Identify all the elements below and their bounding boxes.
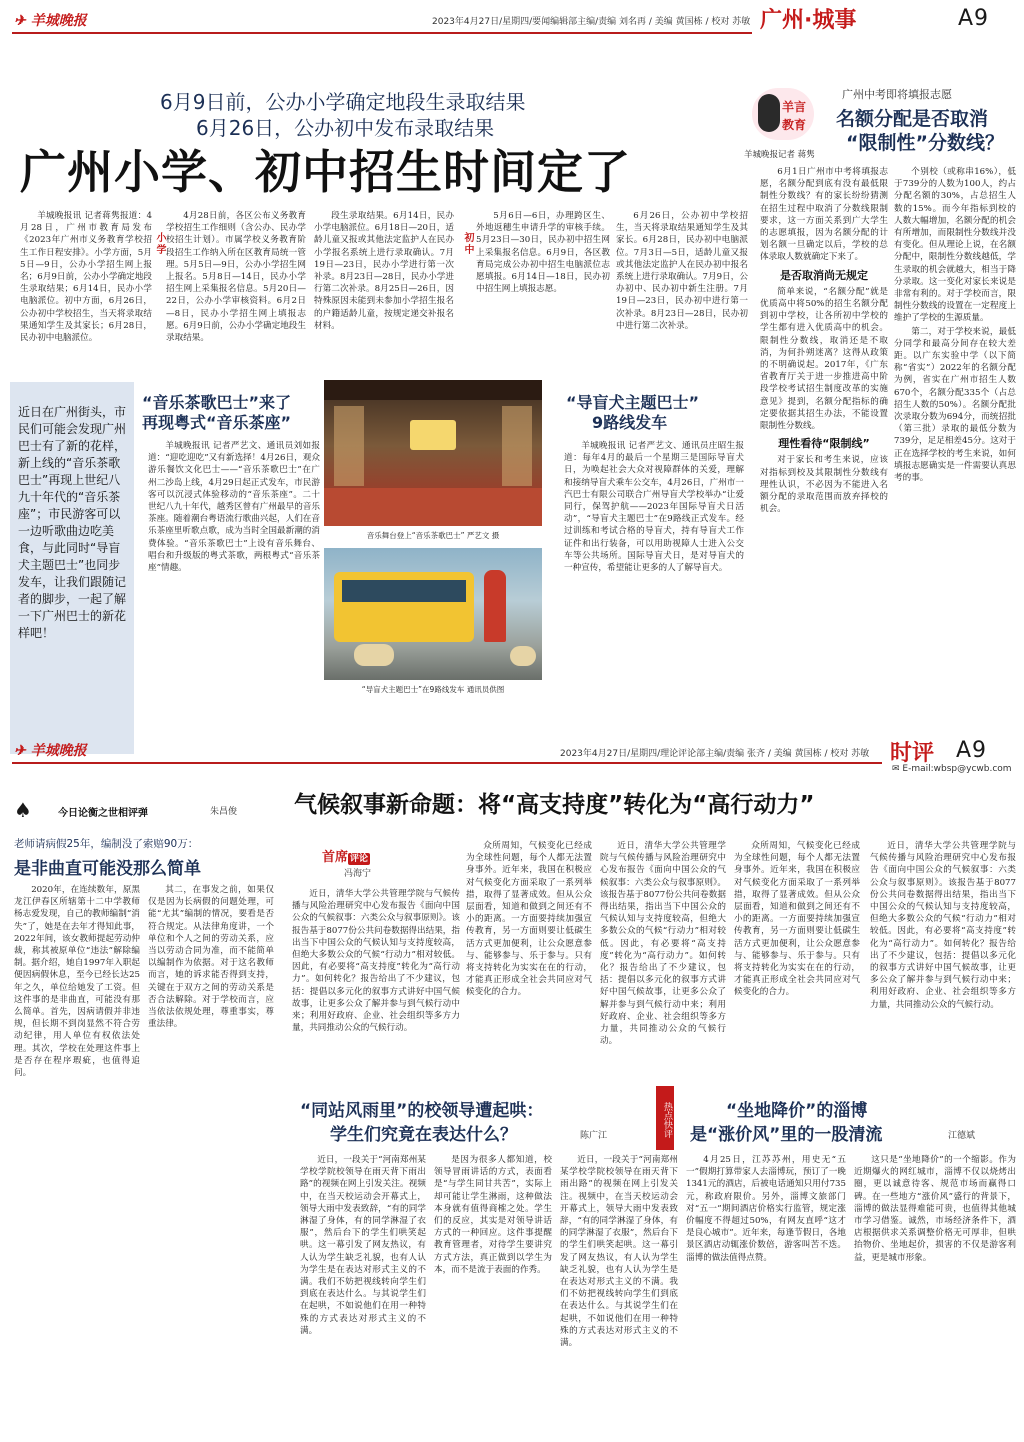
teacher-col-2: [148, 884, 274, 1434]
teacher-kicker: 今日论衡之世相评弹: [58, 808, 148, 819]
bus2-title-2: 9路线发车: [592, 413, 668, 432]
climate-col-3-text: 近日，清华大学公共管理学院与气候传播与风险治理研究中心发布报告《面向中国公众的气候叙事：六类公众与叙事原则》。该报告基于8077份公共问卷数据得出结果，指出当下中国公众的气候认知与支持度较高，但绝大多数公众的气候“行动力”相对较低。因此，有必要将“高支持度”转化为“高行动力”。如何转化？报告给出了不少建议，包括：提倡以多元化的叙事方式讲好中国气候故事，让更多公众了解并参与到气候行动中来；利用好政府、企业、社会组织等多方力量，共同推动公众的气候行动。: [600, 841, 726, 1047]
lead-col-1-text: 羊城晚报讯 记者蒋隽报道：4月28日，广州市教育局发布《2023年广州市义务教育学校招生工作日程安排》。小学方面，5月5日—9日，公办小学招生网上报名；6月9日前，公办小学确定地段生录取结果；6月14日，民办小学电脑派位。初中方面，6月26日，公办初中学校招生，当天将录取结果通知学生及其家长；6月28日，民办初中电脑派位。: [20, 211, 152, 344]
lead-col-5-text: 6月26日，公办初中学校招生，当天将录取结果通知学生及其家长。6月28日，民办初中电脑派位。7月3日—5日，适龄儿童又报或其他法定监护人在民办初中报名系统上进行录取确认。7月9日，公办初中、民办初中新生注册。7月19日—23日，民办初中进行第一次补录。8月23日—28日，民办初中进行第二次补录。: [616, 211, 748, 331]
zhongkao-sub-2: 理性看待“限制线”: [778, 437, 870, 451]
zhongkao-col-2-text: 个别校（或称串16%），低于739分的人数为100人，约占分配名额的30%，占总招生人数的15%。而今年指标到校的人数大幅增加，名额分配的机会有所增加，而限制性分数线并没有变化。但从理论上说，在名额分配中，限制性分数线越低，学生录取的机会就越大，相当于降分录取。这一变化对家长来说是非常有利的。对于学校而言，限制性分数线的设置在一定程度上维护了学校的生源质量。: [894, 167, 1016, 324]
bus-window-shape: [342, 580, 466, 602]
school-col-2: [434, 1154, 552, 1434]
intro-box-text: 近日在广州街头，市民们可能会发现广州巴士有了新的花样，新上线的“音乐茶歌巴士”再现上世纪八九十年代的“音乐茶座”；市民游客可以一边听歌曲边吃美食，与此同时“导盲犬主题巴士”也同步发车，让我们跟随记者的脚步，一起了解一下广州巴士的新花样吧！: [18, 405, 127, 640]
page-meta-2: 2023年4月27日/星期四/理论评论部主编/责编 张齐 / 美编 黄国栋 / 校对 苏敏: [560, 749, 870, 759]
teacher-col-1-text: 2020年，在连续数年，原黑龙江伊春区所辖第十二中学教师杨志爱发现，自己的教师编制“消失”了，她是在去年才得知此事，2022年间，该女教师提起劳动仲裁，称其被原单位“违法”解除编制。据介绍，她自1997年入职起便因病假休息，至今已经长达25年之久，单位给她发了工资。但这件事的是非曲直，可能没有那么简单。首先，因病请假并非违规，但长期不到岗显然不符合劳动纪律，用人单位有权依法处理。其次，学校在处理这件事上是否存在程序瑕疵，也值得追问。: [14, 885, 140, 1079]
hot-take-badge: 热点快评: [656, 1086, 674, 1150]
page-number-2: A9: [956, 738, 988, 763]
zibo-col-2: [854, 1154, 1016, 1434]
photo-bus-interior-caption: 音乐舞台登上“音乐茶歌巴士” 严艺文 摄: [366, 531, 500, 540]
climate-badge-1: 首席: [322, 850, 349, 865]
climate-col-1-text: 近日，清华大学公共管理学院与气候传播与风险治理研究中心发布报告《面向中国公众的气候叙事：六类公众与叙事原则》。该报告基于8077份公共问卷数据得出结果，指出当下中国公众的气候认知与支持度较高，但绝大多数公众的气候“行动力”相对较低。因此，有必要将“高支持度”转化为“高行动力”。如何转化？报告给出了不少建议，包括：提倡以多元化的叙事方式讲好中国气候故事，让更多公众了解并参与到气候行动中来；利用好政府、企业、社会组织等多方力量，共同推动公众的气候行动。: [292, 889, 460, 1034]
teacher-author: 朱昌俊: [210, 807, 238, 817]
zibo-title-2: 是“涨价风”里的一股清流: [690, 1125, 883, 1145]
window-left: [334, 406, 364, 486]
zhongkao-col-2: [894, 166, 1016, 756]
mail-icon: ✉: [892, 764, 900, 774]
stage-screen: [410, 420, 456, 450]
bus1-body: [148, 440, 320, 760]
lead-col-5: [616, 210, 748, 370]
photo-bus-interior: [324, 380, 542, 526]
zhongkao-kicker: 广州中考即将填报志愿: [842, 88, 952, 101]
window-right: [502, 406, 532, 486]
lead-col-2: [166, 210, 306, 370]
teacher-col-2-text: 其二，在事发之前，如果仅仅是因为长病假的问题处理，可能“尤其”编制的情况，要看是否符合规定。从法律角度讲，一个单位和个人之间的劳动关系，应当以劳动合同为准，而不能简单以编制作为依据。对于这名教师而言，她的诉求能否得到支持，关键在于双方之间的劳动关系是否合法解除。对于学校而言，应当依法依规处理，尊重事实，尊重法律。: [148, 885, 274, 1030]
zibo-col-2-text: 这只是“坐地降价”的一个缩影。作为近期爆火的网红城市，淄博不仅以烧烤出圈，更以诚意待客、规范市场而赢得口碑。在一些地方“涨价风”盛行的背景下，淄博的做法显得难能可贵，也值得其他城市学习借鉴。诚然，市场经济条件下，酒店根据供求关系调整价格无可厚非，但哄抬物价、坐地起价，损害的不仅是游客利益，更是城市形象。: [854, 1155, 1016, 1263]
label-junior: 初中: [462, 232, 473, 256]
zibo-author: 江德斌: [948, 1131, 976, 1141]
climate-col-4: [734, 840, 860, 1066]
school-author: 陈广江: [580, 1131, 608, 1141]
climate-col-4-text: 众所周知，气候变化已经成为全球性问题，每个人都无法置身事外。近年来，我国在积极应对气候变化方面采取了一系列举措，取得了显著成效。但从公众层面看，知道和做到之间还有不小的距离。一方面要持续加强宣传教育，另一方面则要让低碳生活方式更加便利，让公众愿意参与、能够参与、乐于参与。只有将支持转化为实实在在的行动，才能真正形成全社会共同应对气候变化的合力。: [734, 841, 860, 998]
zhongkao-col-1c-text: 对于家长和考生来说，应该对指标到校及其限制性分数线有理性认识，不必因为不能进入名额分配的录取范围而放弃择校的机会。: [760, 455, 888, 515]
climate-col-5-text: 近日，清华大学公共管理学院与气候传播与风险治理研究中心发布报告《面向中国公众的气候叙事：六类公众与叙事原则》。该报告基于8077份公共问卷数据得出结果，指出当下中国公众的气候认知与支持度较高，但绝大多数公众的气候“行动力”相对较低。因此，有必要将“高支持度”转化为“高行动力”。如何转化？报告给出了不少建议，包括：提倡以多元化的叙事方式讲好中国气候故事，让更多公众了解并参与到气候行动中来；利用好政府、企业、社会组织等多方力量，共同推动公众的气候行动。: [870, 841, 1016, 1010]
edu-badge-bottom: 教育: [782, 118, 807, 132]
teacher-deck: 老师请病假25年，编制没了索赔90万：: [14, 838, 199, 850]
teacher-title: 是非曲直可能没那么简单: [14, 859, 201, 879]
school-col-3: [560, 1154, 678, 1434]
lead-col-3-text: 段生录取结果。6月14日，民办小学电脑派位。6月18日—20日，适龄儿童又报或其他法定监护人在民办小学报名系统上进行录取确认。7月19日—23日，民办小学进行第一次补录。8月23日—28日，民办小学进行第二次补录。8月25日—26日，因特殊原因未能到未参加小学招生报名的户籍适龄儿童，按规定递交补报名材料。: [314, 211, 454, 331]
page-meta: 2023年4月27日/星期四/要闻编辑部主编/责编 刘名再 / 美编 黄国栋 / 校对 苏敏: [432, 17, 751, 27]
zhongkao-col-2b-text: 第二，对于学校来说，最低分同学和最高分间存在较大差距。以广东实验中学（以下简称“省实”）2022年的名额分配为例，省实在广州市招生人数670个，名额分配335个（占总招生人数的50%）。名额分配批次录取分数为694分，而统招批（第三批）录取的最低分数为739分，足足相差45分。这对于正在选择学校的考生来说，如何填报志愿确实是一件需要认真思考的事。: [894, 326, 1016, 484]
email-text: E-mail:wbsp@ycwb.com: [902, 764, 1012, 774]
masthead-logo: [14, 10, 87, 30]
school-col-2-text: 是因为很多人都知道，校领导冒雨讲话的方式，表面看是“与学生同甘共苦”，实际上却可能让学生淋雨，这种做法本身就有值得商榷之处。学生们的反应，其实是对领导讲话方式的一种回应。这件事提醒教育管理者，对待学生要讲究方式方法，真正做到以学生为本，而不是流于表面的作秀。: [434, 1155, 552, 1275]
seats-shape: [324, 488, 542, 526]
photo-guide-dog-bus: [324, 548, 542, 680]
person-shape: [484, 570, 506, 642]
section-tag-2: 时评: [890, 741, 935, 766]
lead-deck-1: 6月9日前，公办小学确定地段生录取结果: [160, 90, 526, 114]
climate-col-3: [600, 840, 726, 1066]
logo-swoosh-icon: ✈: [14, 13, 26, 29]
lead-headline: 广州小学、初中招生时间定了: [20, 145, 631, 199]
zhongkao-col-1b-text: 简单来说，“名额分配”就是优质高中将50%的招生名额分配到初中学校，让各所初中学校的学生都有进入优质高中的机会。限制性分数线，取消还是不取消，为何扑朔迷离？这得从政策的不明确说起。2017年，《广东省教育厅关于进一步推进高中阶段学校考试招生制度改革的实施意见》提到，名额分配指标的确定要依据其招生办法，不能设置限制性分数线。: [760, 286, 888, 432]
climate-badge-2: 评论: [350, 854, 369, 864]
ceiling-shape: [324, 380, 542, 400]
masthead-logo-2: [14, 740, 87, 760]
zhongkao-col-1-text: 6月1日广州市中考将填报志愿，名额分配到底有没有最低限制性分数线？有的家长纷纷猜测在招生过程中取消了分数线限制要求，这一方面关系到广大学生的志愿填报，因为名额分配的计划名额一旦确定以后，学校的总体录取人数就确定下来了。: [760, 167, 888, 263]
lead-col-4-text: 5月6日—6日，办理跨区生、外地返穗生申请升学的审核手续。5月23日—30日，民办初中招生网上采集报名信息。6月9日，各区教育局完成公办初中招生电脑派位志愿填报。6月14日—18日，民办初中招生网上填报志愿。: [476, 211, 610, 295]
school-col-1-text: 近日，一段关于“河南郑州某学校学院校领导在雨天背下雨出路”的视频在网上引发关注。视频中，在当天校运动会开幕式上，领导大雨中发表致辞，“有的同学淋湿了身体，有的同学淋湿了衣服”，然后台下的学生们哄笑起哄。这一幕引发了网友热议，有人认为学生缺乏礼貌，也有人认为学生是在表达对形式主义的不满。我们不妨把视线转向学生们到底在表达什么。与其说学生们在起哄，不如说他们在用一种特殊的方式表达对形式主义的不满。: [300, 1155, 426, 1336]
school-col-1: [300, 1154, 426, 1434]
climate-author: 冯海宁: [344, 869, 372, 879]
school-col-3-text: 近日，一段关于“河南郑州某学校学院校领导在雨天背下雨出路”的视频在网上引发关注。视频中，在当天校运动会开幕式上，领导大雨中发表致辞，“有的同学淋湿了身体，有的同学淋湿了衣服”，然后台下的学生们哄笑起哄。这一幕引发了网友热议，有人认为学生缺乏礼貌，也有人认为学生是在表达对形式主义的不满。我们不妨把视线转向学生们到底在表达什么。与其说学生们在起哄，不如说他们在用一种特殊的方式表达对形式主义的不满。: [560, 1155, 678, 1349]
label-primary: 小学: [154, 232, 165, 256]
logo-swoosh-icon-2: ✈: [14, 743, 26, 759]
bus1-title-2: 再现粤式“音乐茶座”: [142, 413, 292, 432]
logo-text-2: 羊城晚报: [30, 743, 87, 759]
logo-text: 羊城晚报: [30, 13, 87, 29]
zibo-col-1-text: 4月25日，江苏苏州，用史无“五一”假期打算带家人去淄博玩，预订了一晚1341元的酒店，后被电话通知只用付735元，称政府限价。另外，淄博文旅部门对“五一”期间酒店价格实行监管，规定涨价幅度不得超过50%，有网友直呼“这才是良心城市”。近年来，每逢节假日，各地景区酒店动辄涨价数倍，游客叫苦不迭。淄博的做法值得点赞。: [686, 1155, 846, 1263]
edu-badge-top: 羊言: [782, 100, 807, 114]
lead-col-4: [476, 210, 610, 370]
climate-col-5: [870, 840, 1016, 1066]
zhongkao-title-2: “限制性”分数线？: [846, 132, 1004, 154]
reporter-avatar: [758, 94, 780, 132]
edu-badge: [752, 88, 814, 140]
bus1-body-text: 羊城晚报讯 记者严艺文、通讯员刘如报道：“迎吃迎吃”又有新选择！4月26日，观众游乐餐饮文化巴士——“音乐茶歌巴士”在广州二沙岛上线，4月29日起正式发车，市民游客可以沉浸式体验移动的“音乐茶座”。二十世纪八九十年代，越秀区曾有广州最早的音乐茶座。随着潮台粤语流行歌曲兴起，人们在音乐茶座里听歌点歌，成为当时全国最新潮的消费体验。“音乐茶歌巴士”上设有音乐舞台、唱台和升级版的粤式茶歌，两根粤式“音乐茶座”情趣。: [148, 441, 320, 574]
suit-icon: ♠: [14, 798, 32, 822]
lead-deck-2: 6月26日，公办初中发布录取结果: [196, 116, 495, 140]
lead-col-3: [314, 210, 454, 370]
photo-guide-dog-bus-caption: “导盲犬主题巴士”在9路线发车 通讯员供图: [361, 685, 505, 694]
masthead-rule: [12, 32, 752, 34]
school-title-2: 学生们究竟在表达什么？: [330, 1125, 517, 1145]
zhongkao-col-1: [760, 166, 888, 756]
lead-col-2-text: 4月28日前，各区公布义务教育学校招生工作细则（含公办、民办学校招生计划）。市属学校义务教育阶段招生工作纳入所在区教育局统一管理。5月5日—9日，公办小学招生网上报名。5月8日—14日，民办小学招生网上采集报名信息。5月20日—22日，公办小学审核资料。6月2日—8日，民办小学招生网上填报志愿。6月9日前，公办小学确定地段生录取结果。: [166, 211, 306, 344]
teacher-col-1: [14, 884, 140, 1434]
email-contact[interactable]: [892, 764, 1012, 774]
dog-shape-2: [510, 646, 536, 666]
climate-badge: [322, 846, 370, 865]
climate-col-1: [292, 888, 460, 1066]
bus2-body-text: 羊城晚报讯 记者严艺文、通讯员庄昭生报道：每年4月的最后一个星期三是国际导盲犬日，为唤起社会大众对视障群体的关爱，理解和接纳导盲犬乘车公交车，4月26日，广州市一汽巴士有限公司联合广州导盲犬学校举办“让爱同行，保驾护航——2023年国际导盲犬日活动”，“导盲犬主题巴士”在9路线正式发车。经过训练和考试合格的导盲犬，持有导盲犬工作证件和出行装备，可以用助视障人士进入公交车等公共场所。国际导盲犬日，是对导盲犬的一种宣传，希望能让更多的人了解导盲犬。: [564, 441, 744, 574]
lead-col-1: [20, 210, 152, 370]
bus2-title-1: “导盲犬主题巴士”: [566, 393, 700, 412]
masthead-rule-2: [12, 762, 882, 764]
section-tag: 广州·城事: [760, 8, 857, 33]
page-number: A9: [958, 6, 990, 31]
climate-col-2-text: 众所周知，气候变化已经成为全球性问题，每个人都无法置身事外。近年来，我国在积极应对气候变化方面采取了一系列举措，取得了显著成效。但从公众层面看，知道和做到之间还有不小的距离。一方面要持续加强宣传教育，另一方面则要让低碳生活方式更加便利，让公众愿意参与、能够参与、乐于参与。只有将支持转化为实实在在的行动，才能真正形成全社会共同应对气候变化的合力。: [466, 841, 592, 998]
zhongkao-byline: 羊城晚报记者 蒋隽: [744, 150, 815, 160]
climate-title: 气候叙事新命题：将“高支持度”转化为“高行动力”: [294, 792, 815, 818]
zibo-col-1: [686, 1154, 846, 1434]
school-title-1: “同站风雨里”的校领导遭起哄：: [300, 1101, 544, 1121]
bus2-body: [564, 440, 744, 758]
zhongkao-title-1: 名额分配是否取消: [836, 108, 989, 130]
zhongkao-sub-1: 是否取消尚无规定: [780, 268, 868, 282]
bus1-title-1: “音乐茶歌巴士”来了: [142, 393, 292, 412]
dog-shape-1: [354, 644, 394, 666]
climate-col-2: [466, 840, 592, 1066]
zibo-title-1: “坐地降价”的淄博: [726, 1101, 868, 1121]
